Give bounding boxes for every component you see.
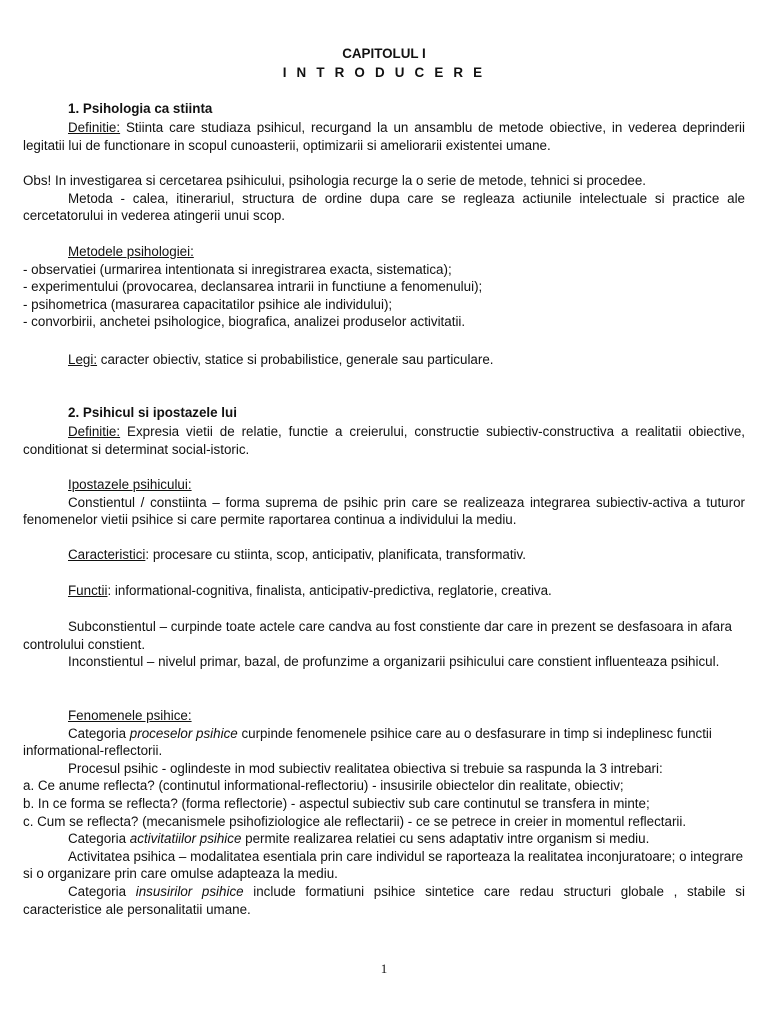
question-c: c. Cum se reflecta? (mecanismele psihofiziologice ale reflectarii) - ce se petrece in creier in momentul reflectarii.: [23, 813, 687, 829]
metoda-text: Metoda - calea, itinerariul, structura de ordine dupa care se regleaza actiunile intelectuale si practice ale cercetatorului in vederea atingerii unui scop.: [23, 190, 745, 224]
definition-label: Definitie:: [68, 120, 121, 135]
chapter-title: I N T R O D U C E R E: [282, 65, 486, 80]
page-number: 1: [380, 961, 388, 976]
process-text: Procesul psihic - oglindeste in mod subiectiv realitatea obiectiva si trebuie sa raspunda la 3 intrebari:: [68, 760, 663, 776]
ipostaze-block: [23, 476, 745, 529]
methods-label: Metodele psihologiei:: [68, 244, 194, 259]
activity-text: Activitatea psihica – modalitatea esentiala prin care individul se raporteaza la realitatea inconjuratoare; o integrare si o organizare prin care omulse adapteaza la mediu.: [23, 848, 744, 882]
laws-label: Legi:: [68, 352, 98, 367]
obs-paragraph: [23, 172, 745, 225]
section-1-heading: 1. Psihologia ca stiinta: [68, 101, 213, 116]
activities-term: activitatiilor psihice: [129, 831, 242, 847]
constient-text: – forma suprema de psihic prin care se realizeaza integrarea subiectiv-activa a tuturor fenomenelor vietii psihice si care permite raportarea continua a individului la mediu.: [23, 494, 745, 528]
inconstient-text: Inconstientul – nivelul primar, bazal, de profunzime a organizarii psihicului care constient influenteaza psihicul.: [68, 654, 720, 670]
caracteristici-block: [23, 546, 745, 564]
caracteristici-label: Caracteristici: [68, 547, 146, 562]
section-2-definition: [23, 423, 745, 458]
laws-block: [23, 351, 745, 369]
obs-text: Obs! In investigarea si cercetarea psihicului, psihologia recurge la o serie de metode, tehnici si procedee.: [23, 173, 647, 188]
traits-term: insusirilor psihice: [135, 883, 244, 899]
subconstient-text: Subconstientul – curpinde toate actele care candva au fost constiente dar care in prezent se desfasoara in afara controlului constient.: [23, 619, 732, 652]
method-item: - experimentului (provocarea, declansarea intrarii in functiune a fenomenului);: [23, 279, 483, 295]
functii-label: Functii: [68, 583, 108, 598]
section-2-heading: 2. Psihicul si ipostazele lui: [68, 405, 237, 420]
laws-text: caracter obiectiv, statice si probabilistice, generale sau particulare.: [97, 352, 494, 367]
definition-text: Expresia vietii de relatie, functie a creierului, constructie subiectiv-constructiva a realitatii obiective, conditionat si determinat social-istoric.: [23, 424, 745, 457]
chapter-label: CAPITOLUL I: [342, 46, 426, 61]
definition-label: Definitie:: [68, 424, 121, 439]
question-a: a. Ce anume reflecta? (continutul informational-reflectoriu) - insusirile obiectelor din realitate, obiectiv;: [23, 778, 624, 794]
ipostaze-label: Ipostazele psihicului:: [68, 477, 192, 492]
functii-text: : informational-cognitiva, finalista, anticipativ-predictiva, reglatorie, creativa.: [107, 583, 552, 598]
activities-text: permite realizarea relatiei cu sens adaptativ intre organism si mediu.: [241, 831, 650, 847]
phenomena-label: Fenomenele psihice:: [68, 708, 192, 723]
processes-term: proceselor psihice: [129, 725, 238, 741]
processes-text: curpinde fenomenele psihice care au o desfasurare in timp si indeplinesc functii informational-reflectorii.: [23, 725, 712, 759]
question-b: b. In ce forma se reflecta? (forma reflectorie) - aspectul subiectiv sub care continutul se transfera in minte;: [23, 795, 650, 811]
functii-block: [23, 582, 745, 600]
subconstient-block: [23, 618, 745, 671]
methods-block: [23, 243, 745, 331]
category-prefix: Categoria: [68, 725, 130, 741]
phenomena-block: [23, 707, 745, 918]
method-item: - convorbirii, anchetei psihologice, biografica, analizei produselor activitatii.: [23, 314, 466, 330]
category-prefix: Categoria: [68, 831, 130, 847]
traits-text: include formatiuni psihice sintetice care redau structuri globale , stabile si caracteristice ale personalitatii umane.: [23, 883, 745, 917]
method-item: - psihometrica (masurarea capacitatilor psihice ale individului);: [23, 296, 393, 312]
caracteristici-text: : procesare cu stiinta, scop, anticipativ, planificata, transformativ.: [145, 547, 526, 562]
category-prefix: Categoria: [68, 883, 136, 899]
constient-label: Constientul / constiinta: [68, 494, 213, 510]
method-item: - observatiei (urmarirea intentionata si inregistrarea exacta, sistematica);: [23, 261, 452, 277]
definition-text: Stiinta care studiaza psihicul, recurgand la un ansamblu de metode obiective, in vederea deprinderii legitatii lui de functionare in scopul cunoasterii, optimizarii si ameliorarii existentei umane.: [23, 120, 745, 153]
section-1-definition: [23, 119, 745, 154]
